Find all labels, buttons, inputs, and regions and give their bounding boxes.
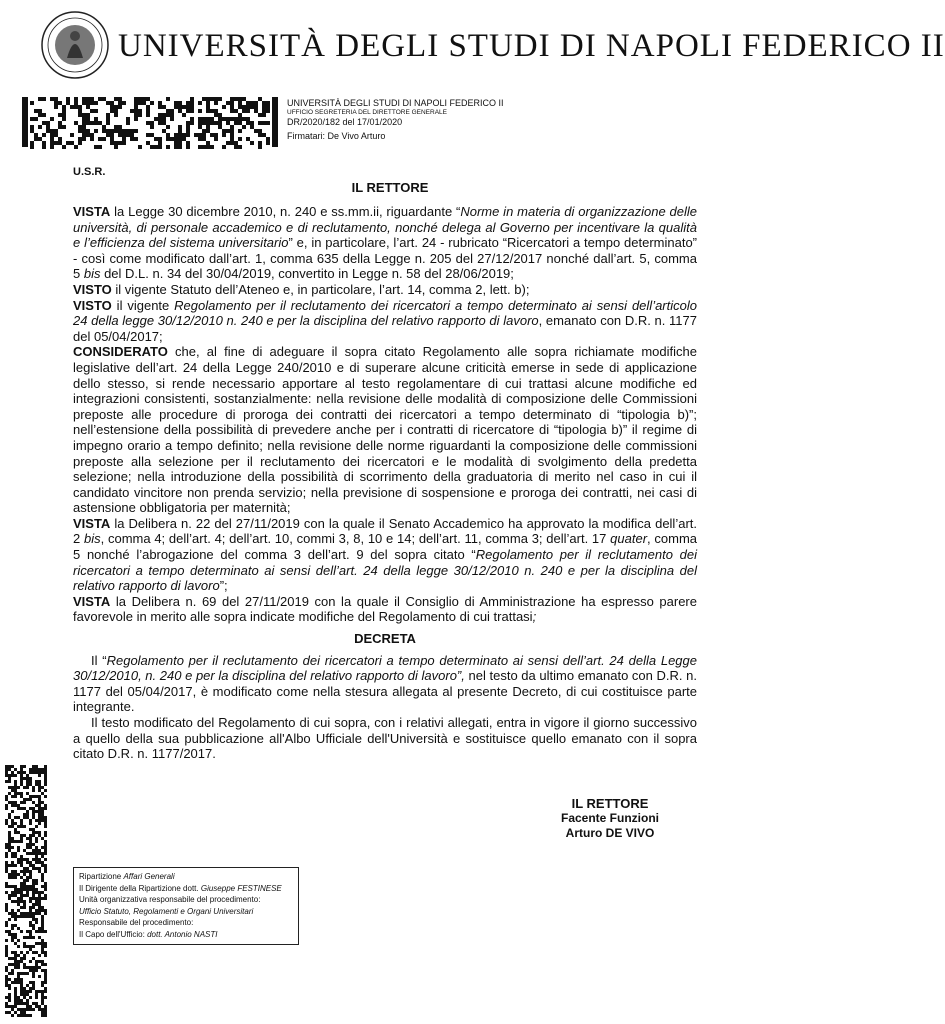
side-qr-code-icon <box>5 765 47 1015</box>
protocol-office: UFFICIO SEGRETERIA DEL DIRETTORE GENERALE <box>287 108 448 116</box>
signature-block <box>520 796 700 841</box>
paragraph-visto-statuto <box>73 282 697 298</box>
text-run: Unità organizzativa responsabile del procedimento: <box>79 895 261 904</box>
footer-line <box>79 871 293 883</box>
text-run: , emanato con D.R. n. 1177 del 05/04/2017; <box>73 313 697 344</box>
text-run: la Delibera n. 22 del 27/11/2019 con la quale il Senato Accademico ha approvato la modifica dell’art. 2 <box>73 515 697 547</box>
text-run: bis <box>83 531 101 547</box>
text-run: Il Dirigente della Ripartizione dott. <box>79 883 201 893</box>
text-run: Il “ <box>91 652 107 668</box>
text-run: il vigente <box>111 297 175 313</box>
footer-responsibility-box <box>73 867 299 945</box>
paragraph-decree-2 <box>73 715 697 762</box>
paragraph-vista-cda <box>73 594 697 625</box>
text-run: VISTO <box>73 297 112 313</box>
signature-name: Arturo DE VIVO <box>565 826 655 840</box>
text-run: CONSIDERATO <box>73 344 168 360</box>
text-run: Responsabile del procedimento: <box>79 918 194 927</box>
document-body <box>73 204 697 762</box>
protocol-number: DR/2020/182 del 17/01/2020 <box>287 116 403 127</box>
text-run: il vigente Statuto dell’Ateneo e, in particolare, l’art. 14, comma 2, lett. b); <box>111 281 530 297</box>
signature-role: IL RETTORE <box>571 796 649 811</box>
footer-line <box>79 917 293 929</box>
paragraph-vista-legge <box>73 204 697 282</box>
usr-label: U.S.R. <box>73 166 106 178</box>
signature-sub: Facente Funzioni <box>560 811 659 825</box>
text-run: Ufficio Statuto, Regolamenti e Organi Universitari <box>79 906 254 916</box>
text-run: la Legge 30 dicembre 2010, n. 240 e ss.mm.ii, riguardante “ <box>110 204 461 219</box>
text-run: Regolamento per il reclutamento dei ricercatori a tempo determinato ai sensi dell’art. 24 della legge 30/12/2010 n. 240 e per la disciplina del relativo rapporto di lavoro <box>73 547 698 594</box>
text-run: ; <box>532 609 537 625</box>
university-seal-icon <box>40 10 110 80</box>
decreta-heading: DECRETA <box>354 631 416 647</box>
text-run: dott. Antonio NASTI <box>147 929 218 939</box>
protocol-block <box>287 98 504 142</box>
text-run: Regolamento per il reclutamento dei ricercatori a tempo determinato ai sensi dell’articolo 24 della legge 30/12/2010 n. 240 e per la disciplina del relativo rapporto di lavoro <box>73 297 697 329</box>
footer-line <box>79 883 293 895</box>
text-run: , comma 4; dell’art. 4; dell’art. 10, commi 3, 8, 10 e 14; dell’art. 11, comma 3; dell’art. 17 <box>100 531 611 547</box>
footer-line <box>79 894 293 906</box>
text-run: Il Capo dell'Ufficio: <box>79 929 148 939</box>
text-run: ” e, in particolare, l’art. 24 - rubricato “Ricercatori a tempo determinato” - così come modificato dall’art. 1, comma 635 della Legge n. 205 del 27/12/2017 nonché dall’art. 5, comma 5 <box>73 235 697 282</box>
text-run: nel testo da ultimo emanato con D.R. n. 1177 del 05/04/2017, è modificato come nella stesura allegata al presente Decreto, di cui costituisce parte integrante. <box>73 668 697 715</box>
text-run: VISTO <box>73 281 112 297</box>
paragraph-vista-senato <box>73 516 697 594</box>
text-run: Giuseppe FESTINESE <box>200 883 282 893</box>
text-run: Il testo modificato del Regolamento di cui sopra, con i relativi allegati, entra in vigore il giorno successivo a quello della sua pubblicazione all'Albo Ufficiale dell'Università e sostituisce quello emanato con il sopra citato D.R. n. 1177/2017. <box>73 715 697 762</box>
text-run: la Delibera n. 69 del 27/11/2019 con la quale il Consiglio di Amministrazione ha espresso parere favorevole in merito alle sopra indicate modifiche del Regolamento di cui trattasi <box>73 593 697 625</box>
protocol-university: UNIVERSITÀ DEGLI STUDI DI NAPOLI FEDERICO II <box>287 98 504 108</box>
paragraph-visto-regolamento <box>73 298 697 345</box>
text-run: Regolamento per il reclutamento dei ricercatori a tempo determinato ai sensi dell’art. 24 della Legge 30/12/2010, n. 240 e per la disciplina del relativo rapporto di lavoro”, <box>73 652 698 684</box>
text-run: ”; <box>219 578 228 594</box>
text-run: bis <box>83 266 101 282</box>
text-run: del D.L. n. 34 del 30/04/2019, convertito in Legge n. 58 del 28/06/2019; <box>100 266 514 282</box>
university-title: UNIVERSITÀ DEGLI STUDI DI NAPOLI FEDERICO II <box>118 28 945 64</box>
text-run: VISTA <box>73 204 111 219</box>
footer-line <box>79 906 293 918</box>
footer-line <box>79 929 293 941</box>
protocol-signers: Firmatari: De Vivo Arturo <box>287 131 386 142</box>
text-run: VISTA <box>73 515 111 531</box>
text-run: che, al fine di adeguare il sopra citato Regolamento alle sopra richiamate modifiche legislative dell’art. 24 della Legge 240/2010 e di superare alcune criticità emerse in sede di applicazione dello stesso, si rende necessario apportare al testo regolamentare di cui trattasi alcune modifiche ed integrazioni consistenti, sostanzialmente: nella revisione delle modalità di composizione delle Commissioni preposte alle procedure di proroga dei contratti dei ricercatori a tempo determinato di “tipologia b)”; nell’estensione della possibilità di prevedere anche per i contratti di ricercatore di “tipologia b)” il regime di impegno orario a tempo definito; nella revisione delle norme riguardanti la composizione delle commissioni preposte alla selezione per il reclutamento dei ricercatori e le modalità di svolgimento della predetta selezione; nella introduzione della possibilità di scorrimento della graduatoria di merito nel caso in cui il candidato vincitore non prenda servizio; nella previsione di sospensione e proroga dei contratti, nei casi di astensione obbligatoria per maternità; <box>73 344 697 516</box>
text-run: quater <box>610 531 648 547</box>
text-run: VISTA <box>73 593 111 609</box>
text-run: Norme in materia di organizzazione delle università, di personale accademico e di reclutamento, nonché delega al Governo per incentivare la qualità e l’efficienza del sistema universitario <box>73 204 698 251</box>
text-run: Affari Generali <box>123 872 175 881</box>
paragraph-considerato <box>73 344 697 516</box>
text-run: , comma 5 nonché l’abrogazione del comma 3 dell’art. 9 del sopra citato “ <box>73 531 698 563</box>
barcode-icon <box>22 97 278 147</box>
paragraph-decree-1 <box>73 653 697 715</box>
text-run: Ripartizione <box>79 872 124 881</box>
document-title: IL RETTORE <box>351 180 429 195</box>
